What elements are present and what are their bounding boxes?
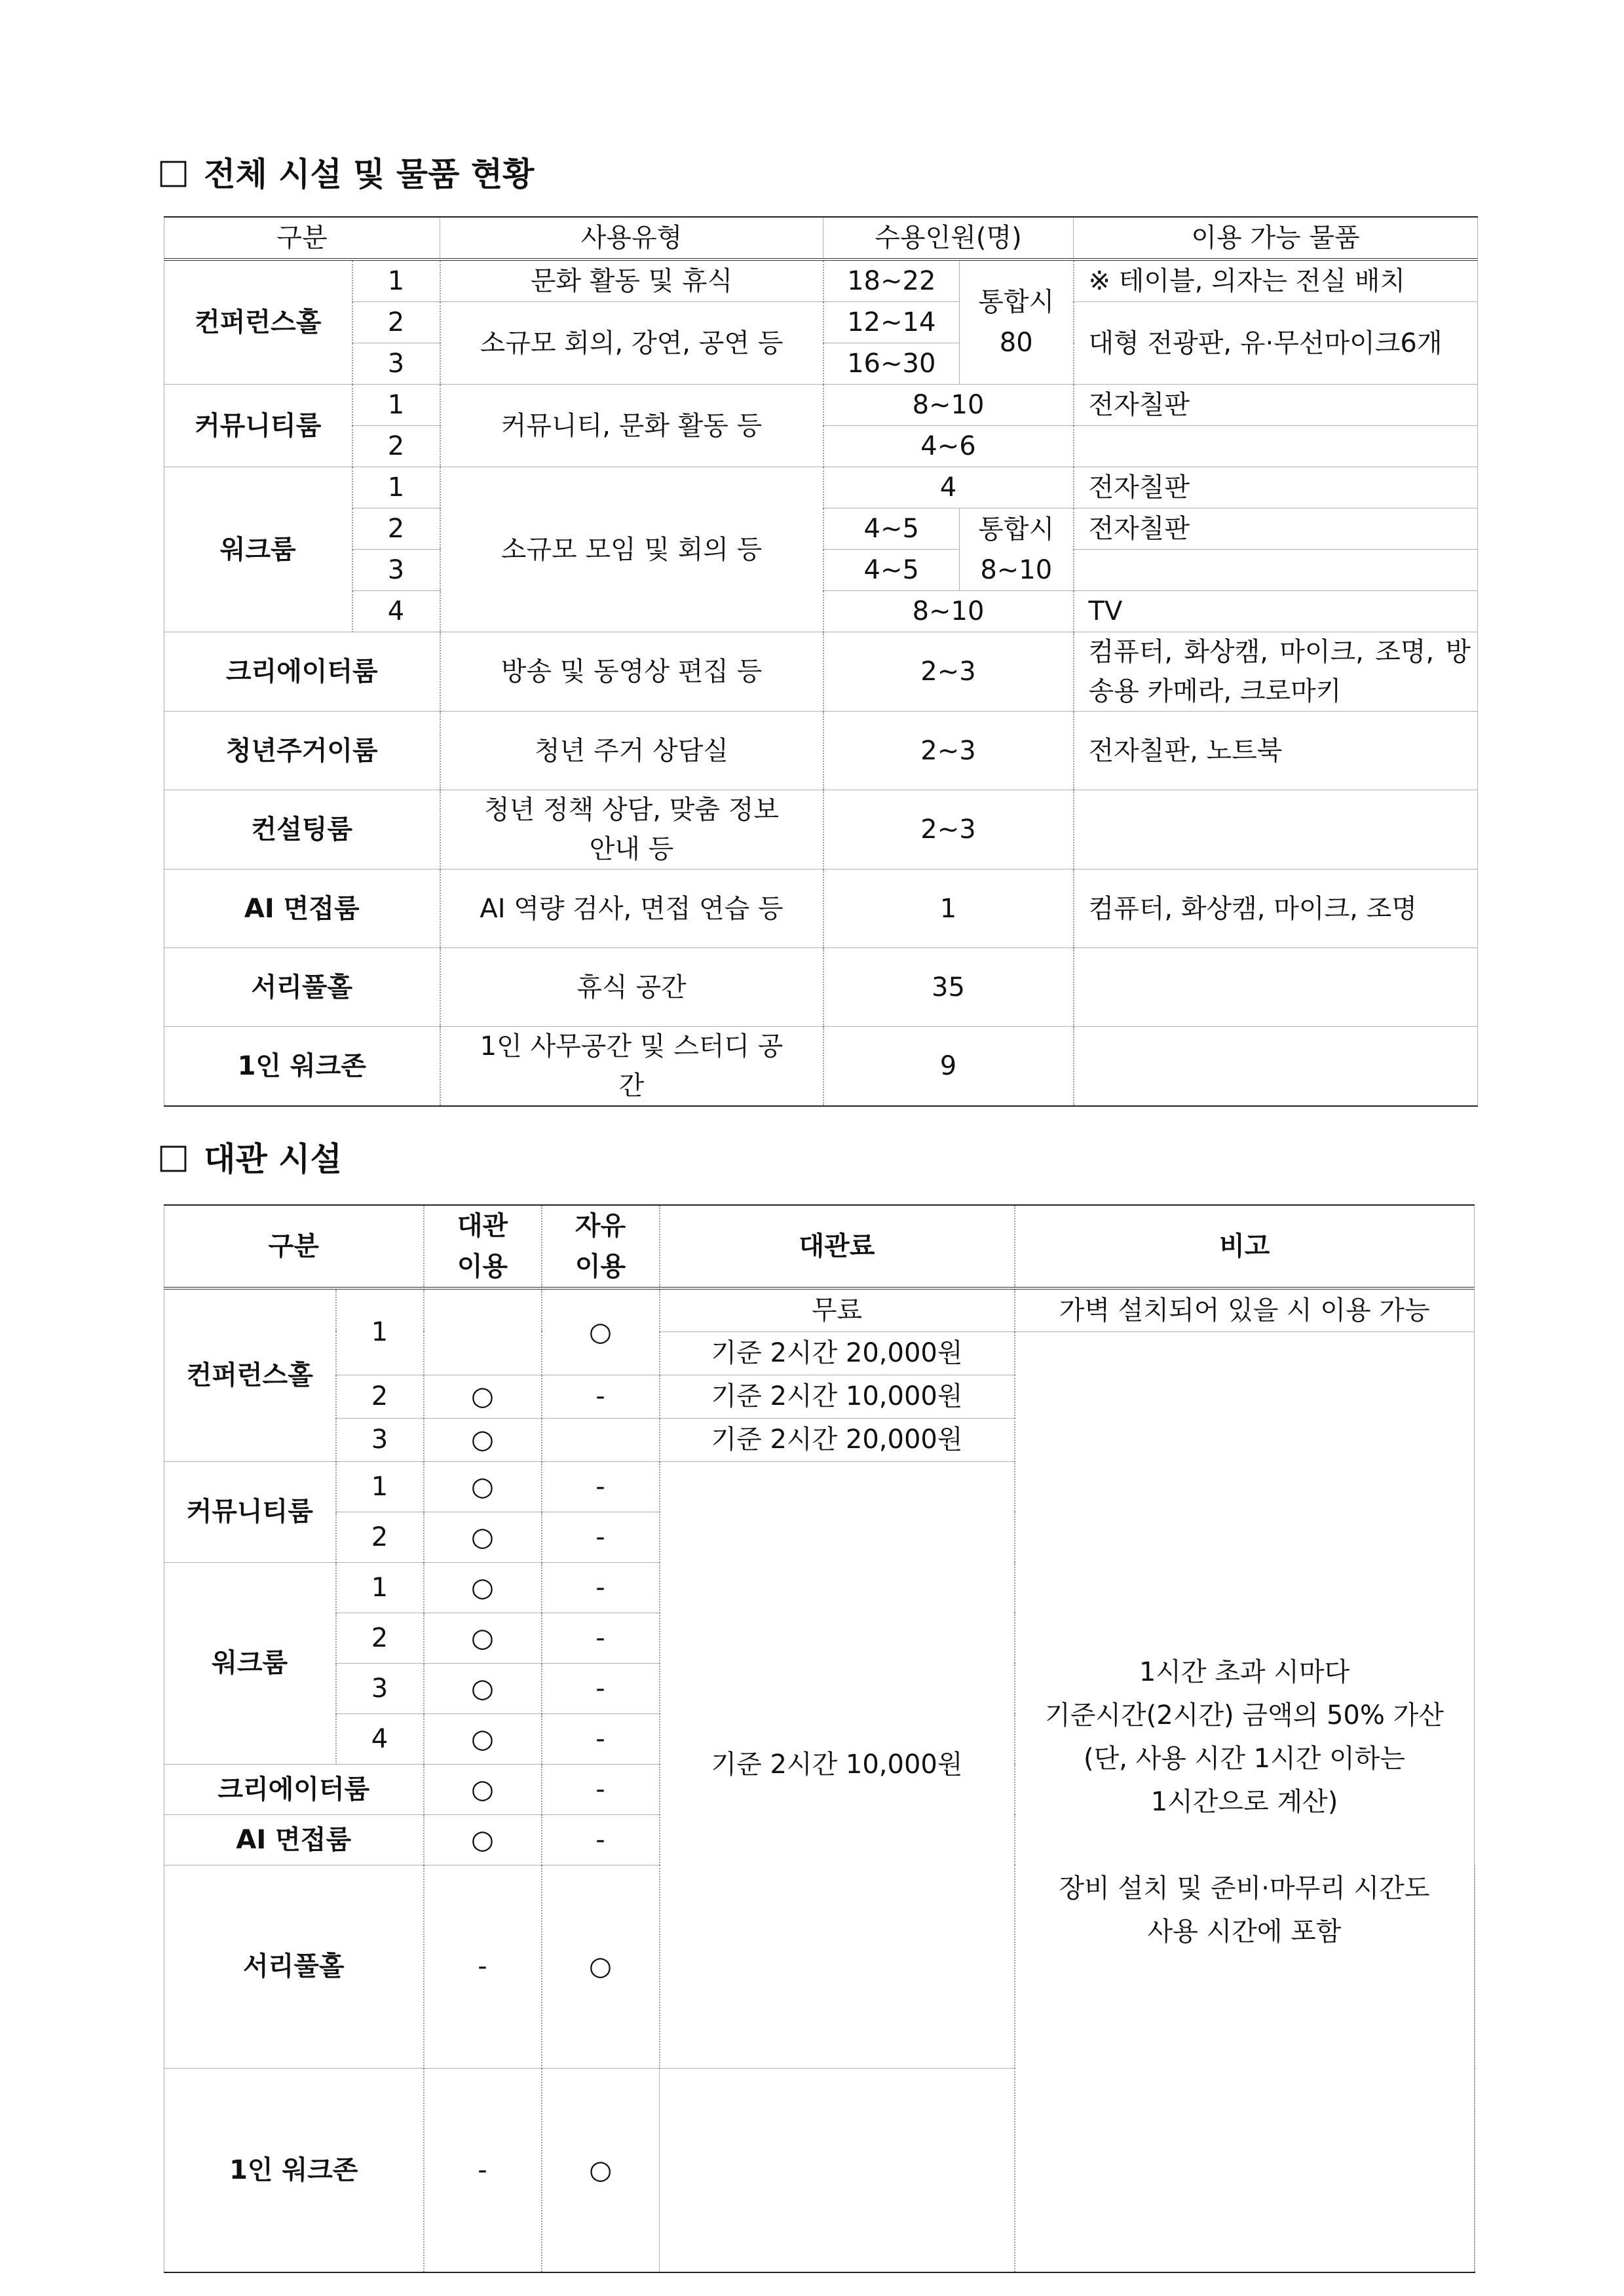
rental-mark: - (424, 1865, 542, 2069)
items-cell (1074, 1027, 1478, 1107)
fee-cell-shared: 기준 2시간 10,000원 (660, 1461, 1015, 2069)
fee-cell: 기준 2시간 10,000원 (660, 1375, 1015, 1418)
rental-mark: ○ (424, 1613, 542, 1663)
capacity-cell: 2~3 (823, 790, 1074, 870)
room-name: 워크룸 (164, 1562, 336, 1764)
capacity-cell: 2~3 (823, 632, 1074, 712)
room-number: 3 (336, 1663, 424, 1713)
items-cell (1074, 550, 1478, 591)
room-number: 1 (336, 1562, 424, 1613)
capacity-cell: 4~6 (823, 426, 1074, 467)
header-free-use: 자유 이용 (542, 1205, 660, 1288)
note-main: 1시간 초과 시마다 기준시간(2시간) 금액의 50% 가산 (단, 사용 시간 1시간 이하는 1시간으로 계산) 장비 설치 및 준비·마무리 시간도 사용 시간에 포함 (1015, 1331, 1475, 2272)
rental-mark: - (424, 2069, 542, 2272)
items-cell: ※ 테이블, 의자는 전실 배치 (1074, 259, 1478, 302)
capacity-cell: 4~5 (823, 508, 960, 550)
table-row (164, 467, 1478, 508)
usage-cell: 휴식 공간 (440, 948, 823, 1027)
room-name: AI 면접룸 (164, 1814, 424, 1865)
free-mark: - (542, 1375, 660, 1418)
table-row (164, 259, 1478, 302)
room-number: 2 (352, 302, 440, 343)
table-row (164, 790, 1478, 870)
fee-cell: 기준 2시간 20,000원 (660, 1331, 1015, 1375)
rental-mark: ○ (424, 1713, 542, 1764)
header-category: 구분 (164, 1205, 424, 1288)
capacity-cell: 16~30 (823, 343, 960, 385)
table-row (164, 302, 1478, 343)
section-title-rental: □ 대관 시설 (157, 1137, 342, 1178)
rental-mark: ○ (424, 1663, 542, 1713)
header-fee: 대관료 (660, 1205, 1015, 1288)
fee-cell: 무료 (660, 1288, 1015, 1331)
items-cell: 전자칠판, 노트북 (1074, 712, 1478, 790)
items-cell: 컴퓨터, 화상캠, 마이크, 조명 (1074, 870, 1478, 948)
usage-cell: AI 역량 검사, 면접 연습 등 (440, 870, 823, 948)
free-mark: - (542, 1512, 660, 1562)
free-mark: - (542, 1764, 660, 1814)
header-capacity: 수용인원(명) (823, 217, 1074, 259)
capacity-cell: 9 (823, 1027, 1074, 1107)
usage-cell: 문화 활동 및 휴식 (440, 259, 823, 302)
room-name: 서리풀홀 (164, 1865, 424, 2069)
items-cell: 전자칠판 (1074, 385, 1478, 426)
room-number: 1 (352, 259, 440, 302)
rental-mark (424, 1288, 542, 1375)
capacity-cell: 12~14 (823, 302, 960, 343)
room-number: 3 (352, 343, 440, 385)
rental-mark: ○ (424, 1418, 542, 1461)
header-rental-use: 대관 이용 (424, 1205, 542, 1288)
free-mark (542, 1418, 660, 1461)
room-number: 2 (352, 508, 440, 550)
room-number: 1 (336, 1461, 424, 1512)
header-usage: 사용유형 (440, 217, 823, 259)
section-title-facilities: □ 전체 시설 및 물품 현황 (157, 152, 535, 193)
table-row (164, 948, 1478, 1027)
free-mark: - (542, 1613, 660, 1663)
rental-mark: ○ (424, 1814, 542, 1865)
room-name: 서리풀홀 (164, 948, 440, 1027)
items-cell: 대형 전광판, 유·무선마이크6개 (1074, 302, 1478, 385)
table-header-row (164, 217, 1478, 259)
free-mark: - (542, 1713, 660, 1764)
free-mark: ○ (542, 2069, 660, 2272)
free-mark: - (542, 1461, 660, 1512)
items-cell (1074, 948, 1478, 1027)
checkbox-square-icon: □ (157, 152, 190, 191)
room-number: 1 (352, 385, 440, 426)
rental-mark: ○ (424, 1764, 542, 1814)
facilities-table (164, 216, 1478, 1107)
items-cell (1074, 790, 1478, 870)
checkbox-square-icon: □ (157, 1137, 190, 1176)
usage-cell: 청년 정책 상담, 맞춤 정보 안내 등 (440, 790, 823, 870)
table-row (164, 1288, 1475, 1331)
room-number: 1 (352, 467, 440, 508)
table-row (164, 385, 1478, 426)
items-cell: TV (1074, 591, 1478, 632)
rental-mark: ○ (424, 1375, 542, 1418)
room-name: AI 면접룸 (164, 870, 440, 948)
table-row (164, 712, 1478, 790)
capacity-cell: 35 (823, 948, 1074, 1027)
rental-mark: ○ (424, 1512, 542, 1562)
room-number: 3 (336, 1418, 424, 1461)
room-name: 컨설팅룸 (164, 790, 440, 870)
capacity-cell: 4~5 (823, 550, 960, 591)
room-number: 2 (352, 426, 440, 467)
room-name: 1인 워크존 (164, 2069, 424, 2272)
table-row (164, 1027, 1478, 1107)
free-mark: - (542, 1663, 660, 1713)
header-items: 이용 가능 물품 (1074, 217, 1478, 259)
rental-table (164, 1204, 1475, 2273)
table-header-row (164, 1205, 1475, 1288)
usage-cell: 1인 사무공간 및 스터디 공간 (440, 1027, 823, 1107)
room-name: 크리에이터룸 (164, 1764, 424, 1814)
room-number: 3 (352, 550, 440, 591)
room-name: 1인 워크존 (164, 1027, 440, 1107)
room-name: 크리에이터룸 (164, 632, 440, 712)
capacity-cell: 18~22 (823, 259, 960, 302)
capacity-cell: 1 (823, 870, 1074, 948)
room-number: 1 (336, 1288, 424, 1375)
table-row (164, 632, 1478, 712)
combined-capacity: 통합시 8~10 (960, 508, 1074, 591)
capacity-cell: 4 (823, 467, 1074, 508)
usage-cell: 방송 및 동영상 편집 등 (440, 632, 823, 712)
capacity-cell: 8~10 (823, 385, 1074, 426)
room-number: 4 (352, 591, 440, 632)
items-cell: 전자칠판 (1074, 508, 1478, 550)
room-name: 청년주거이룸 (164, 712, 440, 790)
free-mark: - (542, 1562, 660, 1613)
rental-mark: ○ (424, 1562, 542, 1613)
items-cell: 전자칠판 (1074, 467, 1478, 508)
free-mark: ○ (542, 1865, 660, 2069)
room-name: 커뮤니티룸 (164, 385, 352, 467)
rental-mark: ○ (424, 1461, 542, 1512)
header-category: 구분 (164, 217, 440, 259)
capacity-cell: 8~10 (823, 591, 1074, 632)
items-cell: 컴퓨터, 화상캠, 마이크, 조명, 방송용 카메라, 크로마키 (1074, 632, 1478, 712)
usage-cell: 소규모 회의, 강연, 공연 등 (440, 302, 823, 385)
free-mark: ○ (542, 1288, 660, 1375)
room-name: 커뮤니티룸 (164, 1461, 336, 1562)
usage-cell: 소규모 모임 및 회의 등 (440, 467, 823, 632)
note-cell: 가벽 설치되어 있을 시 이용 가능 (1015, 1288, 1475, 1331)
room-name: 컨퍼런스홀 (164, 259, 352, 385)
room-name: 워크룸 (164, 467, 352, 632)
free-mark: - (542, 1814, 660, 1865)
table-row (164, 870, 1478, 948)
usage-cell: 커뮤니티, 문화 활동 등 (440, 385, 823, 467)
room-number: 2 (336, 1375, 424, 1418)
room-number: 2 (336, 1613, 424, 1663)
room-number: 4 (336, 1713, 424, 1764)
fee-cell: 기준 2시간 20,000원 (660, 1418, 1015, 1461)
items-cell (1074, 426, 1478, 467)
header-note: 비고 (1015, 1205, 1475, 1288)
combined-capacity: 통합시 80 (960, 259, 1074, 385)
room-name: 컨퍼런스홀 (164, 1288, 336, 1461)
usage-cell: 청년 주거 상담실 (440, 712, 823, 790)
room-number: 2 (336, 1512, 424, 1562)
capacity-cell: 2~3 (823, 712, 1074, 790)
